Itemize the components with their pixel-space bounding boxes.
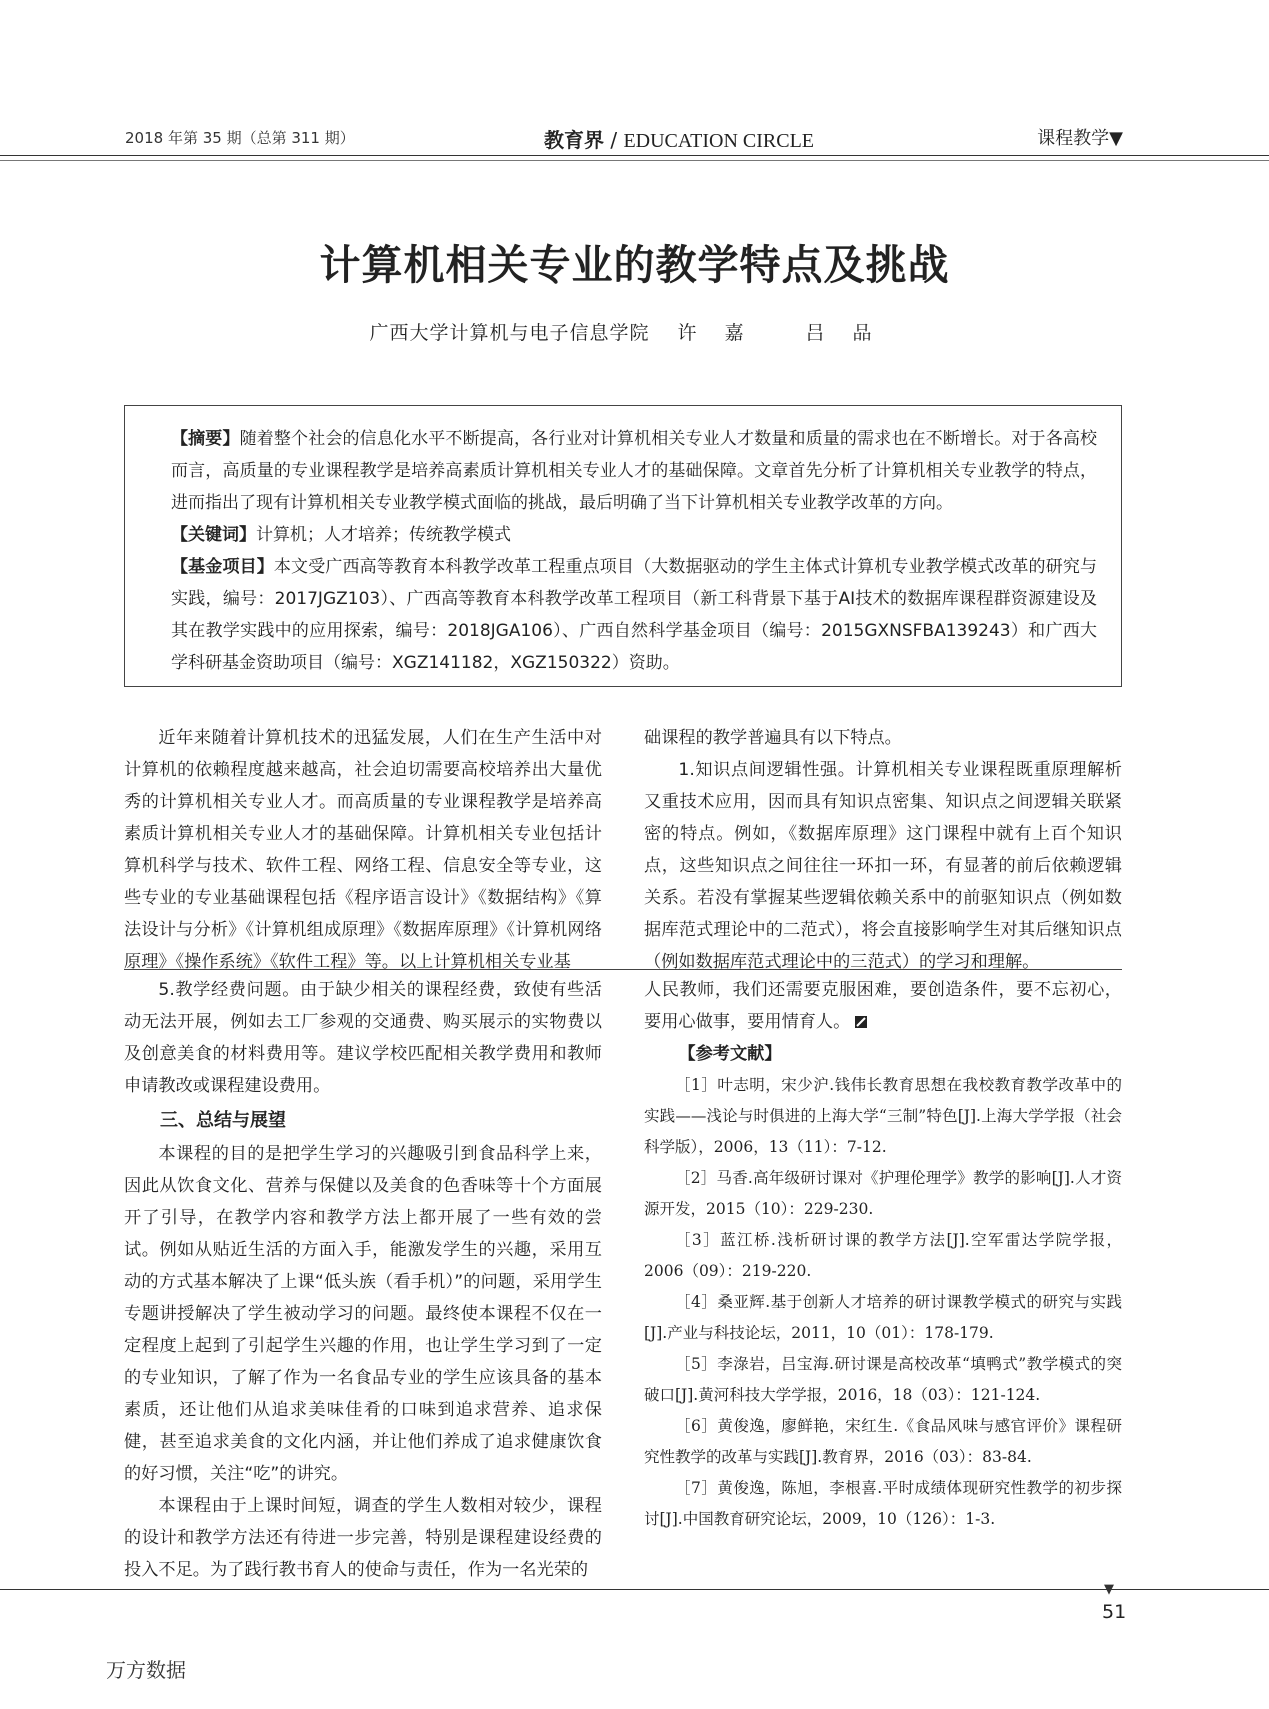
- keywords-text: 计算机；人才培养；传统教学模式: [256, 525, 511, 545]
- body-paragraph: 5.教学经费问题。由于缺少相关的课程经费，致使有些活动无法开展，例如去工厂参观的交通费、购买展示的实物费以及创意美食的材料费用等。建议学校匹配相关教学费用和教师申请教改或课程建设费用。: [124, 980, 602, 1096]
- keywords-paragraph: [171, 519, 1097, 551]
- upper-right-column: [644, 722, 1122, 978]
- footer-rule: [0, 1589, 1269, 1590]
- references-heading: 【参考文献】: [678, 1044, 782, 1064]
- body-paragraph: [644, 974, 1122, 1038]
- journal-name: [544, 124, 814, 153]
- section-label: 课程教学▼: [1037, 128, 1123, 149]
- reference-item: ［4］桑亚辉.基于创新人才培养的研讨课教学模式的研究与实践[J].产业与科技论坛，2011，10（01）：178-179.: [644, 1293, 1122, 1342]
- reference-item: ［5］李淥岩，吕宝海.研讨课是高校改革“填鸭式”教学模式的突破口[J].黄河科技大学学报，2016，18（03）：121-124.: [644, 1355, 1122, 1404]
- body-paragraph: 1.知识点间逻辑性强。计算机相关专业课程既重原理解析又重技术应用，因而具有知识点密集、知识点之间逻辑关联紧密的特点。例如，《数据库原理》这门课程中就有上百个知识点，这些知识点之间往往一环扣一环，有显著的前后依赖逻辑关系。若没有掌握某些逻辑依赖关系中的前驱知识点（例如数据库范式理论中的二范式），将会直接影响学生对其后继知识点（例如数据库范式理论中的三范式）的学习和理解。: [644, 760, 1122, 972]
- reference-item: ［3］蓝江桥.浅析研讨课的教学方法[J].空军雷达学院学报，2006（09）：219-220.: [644, 1231, 1122, 1280]
- fund-text: 本文受广西高等教育本科教学改革工程重点项目（大数据驱动的学生主体式计算机专业教学模式改革的研究与实践，编号：2017JGZ103）、广西高等教育本科教学改革工程项目（新工科背景下基于AI技术的数据库课程群资源建设及其在教学实践中的应用探索，编号：2018JGA106）、广西自然科学基金项目（编号：2015GXNSFBA139243）和广西大学科研基金资助项目（编号：XGZ141182，XGZ150322）资助。: [171, 557, 1097, 673]
- abstract-text: 随着整个社会的信息化水平不断提高，各行业对计算机相关专业人才数量和质量的需求也在不断增长。对于各高校而言，高质量的专业课程教学是培养高素质计算机相关专业人才的基础保障。文章首先分析了计算机相关专业教学的特点，进而指出了现有计算机相关专业教学模式面临的挑战，最后明确了当下计算机相关专业教学改革的方向。: [171, 429, 1098, 513]
- article-byline: [0, 318, 1269, 345]
- body-paragraph: 近年来随着计算机技术的迅猛发展，人们在生产生活中对计算机的依赖程度越来越高，社会迫切需要高校培养出大量优秀的计算机相关专业人才。而高质量的专业课程教学是培养高素质计算机相关专业人才的基础保障。计算机相关专业包括计算机科学与技术、软件工程、网络工程、信息安全等专业，这些专业的专业基础课程包括《程序语言设计》《数据结构》《算法设计与分析》《计算机组成原理》《数据库原理》《计算机网络原理》《操作系统》《软件工程》等。以上计算机相关专业基: [124, 728, 602, 972]
- section-heading: 三、总结与展望: [160, 1110, 286, 1131]
- reference-item: ［2］马香.高年级研讨课对《护理伦理学》教学的影响[J].人才资源开发，2015（10）：229-230.: [644, 1169, 1122, 1218]
- journal-name-cn: 教育界: [544, 128, 604, 152]
- abstract-paragraph: [171, 423, 1097, 519]
- journal-name-sep: /: [604, 128, 624, 152]
- upper-left-column: [124, 722, 602, 978]
- header-rule-thin: [0, 160, 1269, 161]
- page-number: 51: [1102, 1601, 1127, 1623]
- lower-right-column: [644, 974, 1122, 1535]
- abstract-box: [124, 405, 1122, 687]
- header-rule: [0, 155, 1269, 156]
- reference-item: ［7］黄俊逸，陈旭，李根喜.平时成绩体现研究性教学的初步探讨[J].中国教育研究论坛，2009，10（126）：1-3.: [644, 1479, 1122, 1528]
- reference-item: ［6］黄俊逸，廖鲜艳，宋红生.《食品风味与感官评价》课程研究性教学的改革与实践[J].教育界，2016（03）：83-84.: [644, 1417, 1122, 1466]
- journal-name-en: EDUCATION CIRCLE: [623, 130, 814, 152]
- page-arrow-icon: ▼: [1104, 1582, 1114, 1597]
- fund-paragraph: [171, 551, 1097, 679]
- body-paragraph: 本课程的目的是把学生学习的兴趣吸引到食品科学上来，因此从饮食文化、营养与保健以及美食的色香味等十个方面展开了引导，在教学内容和教学方法上都开展了一些有效的尝试。例如从贴近生活的方面入手，能激发学生的兴趣，采用互动的方式基本解决了上课“低头族（看手机）”的问题，采用学生专题讲授解决了学生被动学习的问题。最终使本课程不仅在一定程度上起到了引起学生兴趣的作用，也让学生学习到了一定的专业知识，了解了作为一名食品专业的学生应该具备的基本素质，还让他们从追求美味佳肴的口味到追求营养、追求保健，甚至追求美食的文化内涵，并让他们养成了追求健康饮食的好习惯，关注“吃”的讲究。: [124, 1144, 602, 1484]
- affiliation: 广西大学计算机与电子信息学院: [369, 322, 650, 344]
- section-divider: [124, 969, 1122, 970]
- closing-text: 人民教师，我们还需要克服困难，要创造条件，要不忘初心，要用心做事，要用情育人。: [644, 980, 1122, 1032]
- article-title: 计算机相关专业的教学特点及挑战: [319, 241, 950, 289]
- body-paragraph: 本课程由于上课时间短，调查的学生人数相对较少，课程的设计和教学方法还有待进一步完善，特别是课程建设经费的投入不足。为了践行教书育人的使命与责任，作为一名光荣的: [124, 1496, 602, 1580]
- issue-info: 2018 年第 35 期（总第 311 期）: [125, 129, 355, 147]
- author-names: 许嘉 吕品: [677, 322, 900, 344]
- reference-item: ［1］叶志明，宋少沪.钱伟长教育思想在我校教育教学改革中的实践——浅论与时俱进的上海大学“三制”特色[J].上海大学学报（社会科学版），2006，13（11）：7-12.: [644, 1076, 1122, 1156]
- source-watermark: 万方数据: [106, 1658, 186, 1682]
- end-mark-icon: [854, 1015, 868, 1029]
- keywords-label: 【关键词】: [171, 525, 256, 545]
- abstract-label: 【摘要】: [171, 429, 240, 449]
- fund-label: 【基金项目】: [171, 557, 274, 577]
- lower-left-column: [124, 974, 602, 1586]
- body-paragraph: 础课程的教学普遍具有以下特点。: [644, 728, 902, 748]
